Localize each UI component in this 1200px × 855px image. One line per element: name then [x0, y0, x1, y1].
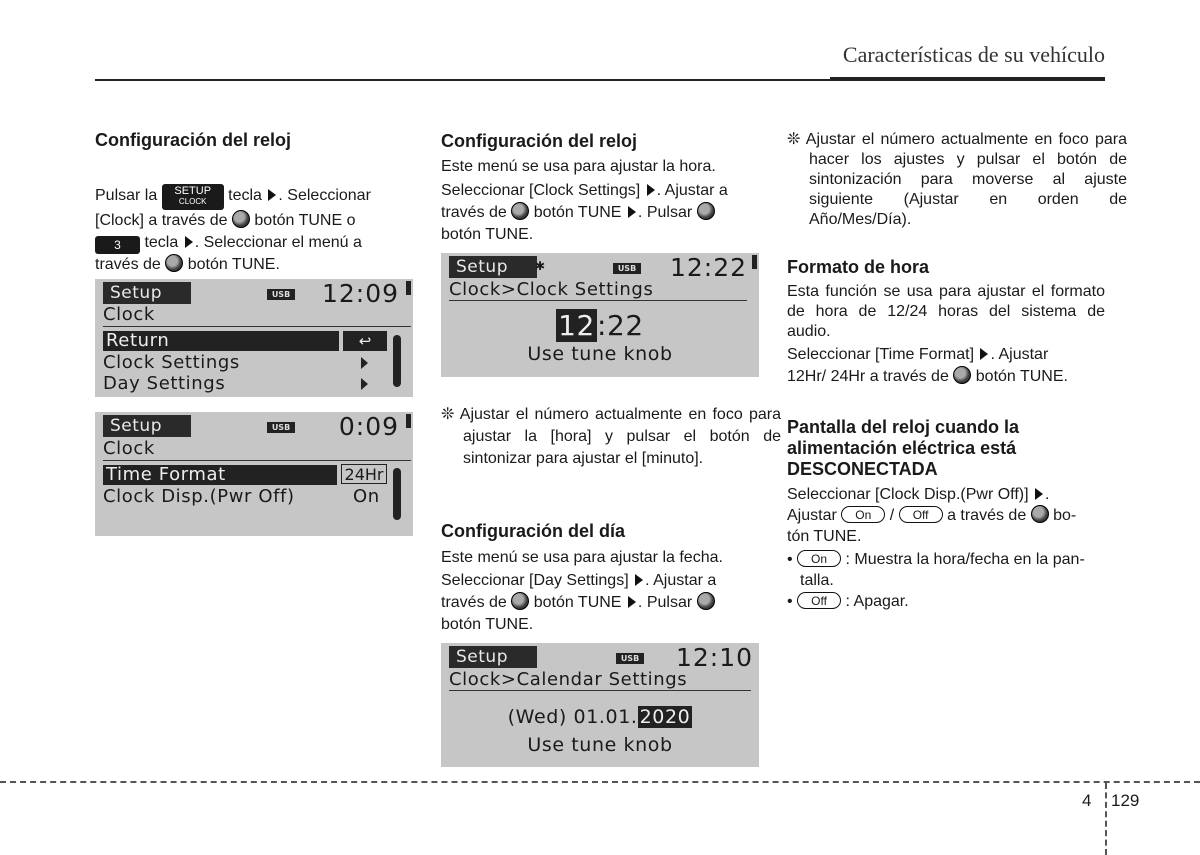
lcd-breadcrumb: Clock>Clock Settings: [449, 279, 654, 300]
paragraph: Esta función se usa para ajustar el formato de hora de 12/24 horas del sistema de audio.: [787, 283, 1105, 340]
header-rule-accent: [830, 77, 1105, 81]
clock-disp-value[interactable]: On: [353, 486, 380, 507]
tune-knob-icon: [697, 592, 715, 610]
note-star-icon: ❊: [787, 131, 801, 148]
page-number: 129: [1111, 791, 1140, 810]
lcd-item-return[interactable]: Return: [103, 331, 339, 351]
section-heading: Pantalla del reloj cuando la alimentación eléctrica está DESCONECTADA: [787, 417, 1020, 479]
time-format-value[interactable]: 24Hr: [341, 464, 387, 484]
lcd-item-clock-settings[interactable]: Clock Settings: [103, 352, 240, 373]
off-button-icon: Off: [899, 506, 943, 523]
footer-divider: [1105, 783, 1107, 855]
arrow-right-icon: [268, 189, 276, 201]
note: ❊ Ajustar el número actualmente en foco para hacer los ajustes y pulsar el botón de sintonización para moverse al ajuste siguiente (Ajustar en orden de Año/Mes/Día).: [787, 131, 1128, 228]
scrollbar[interactable]: [393, 335, 401, 387]
arrow-right-icon: [635, 574, 643, 586]
lcd-item-time-format[interactable]: Time Format: [103, 465, 337, 485]
lcd-breadcrumb: Clock: [103, 304, 155, 325]
tune-knob-icon: [165, 254, 183, 272]
lcd-rule: [449, 300, 747, 301]
on-button-icon: On: [841, 506, 885, 523]
section-heading: Configuración del reloj: [441, 131, 638, 151]
lcd-clock-settings: [441, 253, 759, 377]
lcd-mode-tag: Setup: [103, 282, 191, 304]
chevron-right-icon: [361, 357, 368, 369]
lcd-calendar-settings: [441, 643, 759, 767]
lcd-signal-bar: [752, 255, 757, 269]
lcd-clock-format: [95, 412, 413, 536]
arrow-right-icon: [1035, 488, 1043, 500]
lcd-breadcrumb: Clock>Calendar Settings: [449, 669, 688, 690]
paragraph: Seleccionar [Clock Disp.(Pwr Off)] . Ajustar On / Off a través de bo- tón TUNE.: [787, 486, 1077, 545]
scrollbar[interactable]: [393, 468, 401, 520]
lcd-mode-tag: Setup: [449, 256, 537, 278]
lcd-hint: Use tune knob: [527, 343, 673, 365]
lcd-mode-tag: Setup: [449, 646, 537, 668]
lcd-rule: [103, 460, 411, 461]
lcd-hint: Use tune knob: [527, 734, 673, 756]
setup-clock-key-icon: SETUP CLOCK: [162, 184, 224, 210]
arrow-right-icon: [185, 236, 193, 248]
off-button-icon: Off: [797, 592, 841, 609]
arrow-right-icon: [628, 206, 636, 218]
section-heading: Formato de hora: [787, 257, 930, 277]
paragraph: Este menú se usa para ajustar la hora.: [441, 158, 716, 175]
tune-knob-icon: [232, 210, 250, 228]
lcd-item-clock-disp[interactable]: Clock Disp.(Pwr Off): [103, 486, 295, 507]
chevron-right-icon: [361, 378, 368, 390]
year-field[interactable]: 2020: [639, 706, 691, 728]
usb-icon: USB: [267, 289, 295, 300]
tune-knob-icon: [511, 592, 529, 610]
note-star-icon: ❊: [441, 406, 455, 423]
lcd-time: 12:10: [675, 643, 753, 672]
bullet-item: • Off : Apagar.: [787, 593, 909, 610]
lcd-rule: [449, 690, 751, 691]
usb-icon: USB: [616, 653, 644, 664]
lcd-signal-bar: [406, 281, 411, 295]
bullet-item: • On : Muestra la hora/fecha en la pan- talla.: [787, 551, 1085, 589]
minute-field[interactable]: :22: [596, 309, 644, 342]
tune-knob-icon: [511, 202, 529, 220]
section-number: 4: [1082, 791, 1092, 810]
lcd-time-editor[interactable]: [441, 309, 759, 342]
paragraph: Seleccionar [Time Format] . Ajustar 12Hr/ 24Hr a través de botón TUNE.: [787, 346, 1068, 385]
paragraph: Seleccionar [Day Settings] . Ajustar a través de botón TUNE . Pulsar botón TUNE.: [441, 572, 717, 633]
arrow-right-icon: [647, 184, 655, 196]
lcd-signal-bar: [406, 414, 411, 428]
tune-knob-icon: [953, 366, 971, 384]
tune-knob-icon: [697, 202, 715, 220]
lcd-time: 12:22: [669, 253, 747, 282]
lcd-time: 0:09: [338, 412, 399, 441]
lcd-item-day-settings[interactable]: Day Settings: [103, 373, 226, 394]
section-heading: Configuración del día: [441, 521, 626, 541]
usb-icon: USB: [613, 263, 641, 274]
on-button-icon: On: [797, 550, 841, 567]
section-heading: Configuración del reloj: [95, 130, 292, 150]
return-icon[interactable]: ↩: [343, 331, 387, 351]
running-header: Características de su vehículo: [842, 42, 1105, 67]
lcd-rule: [103, 326, 411, 327]
paragraph: Seleccionar [Clock Settings] . Ajustar a través de botón TUNE . Pulsar botón TUNE.: [441, 182, 728, 243]
lcd-clock-menu: [95, 279, 413, 397]
lcd-time: 12:09: [321, 279, 399, 308]
lcd-date-editor[interactable]: [441, 706, 759, 728]
bluetooth-icon: ✱: [535, 259, 546, 273]
preset-key-3-icon: 3: [95, 236, 140, 254]
usb-icon: USB: [267, 422, 295, 433]
paragraph: Pulsar la SETUP CLOCK tecla . Seleccionar [Clock] a través de botón TUNE o 3 tecla . Seleccionar el menú a través de botón TUNE.: [95, 185, 371, 273]
footer-rule: [0, 781, 1200, 783]
lcd-breadcrumb: Clock: [103, 438, 155, 459]
lcd-mode-tag: Setup: [103, 415, 191, 437]
note: ❊ Ajustar el número actualmente en foco para ajustar la [hora] y pulsar el botón de sintonizar para ajustar el [minuto].: [441, 406, 782, 467]
tune-knob-icon: [1031, 505, 1049, 523]
paragraph: Este menú se usa para ajustar la fecha.: [441, 549, 723, 566]
date-field[interactable]: (Wed) 01.01.: [507, 706, 638, 728]
arrow-right-icon: [628, 596, 636, 608]
hour-field[interactable]: 12: [558, 309, 595, 342]
arrow-right-icon: [980, 348, 988, 360]
